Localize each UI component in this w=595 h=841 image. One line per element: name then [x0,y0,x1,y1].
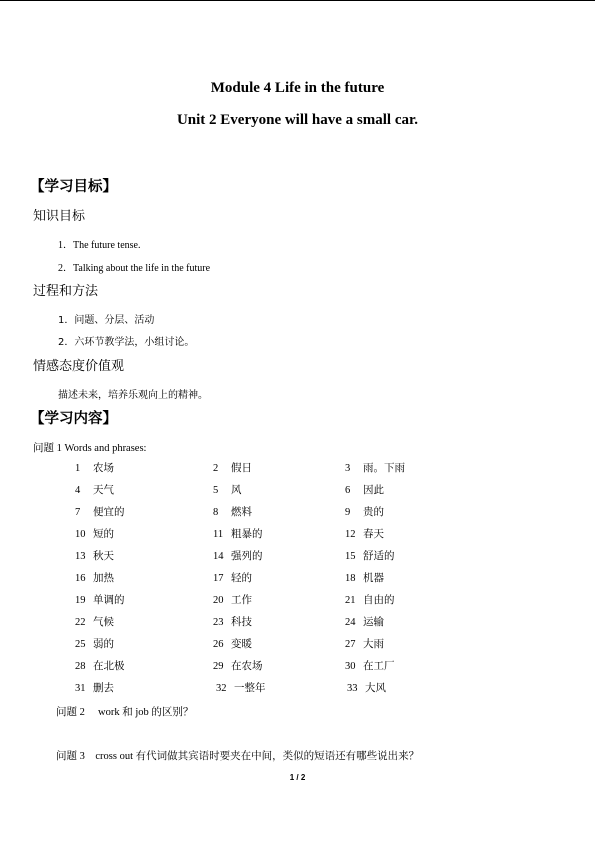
vocab-row [0,460,595,478]
knowledge-heading: 知识目标 [33,209,86,224]
vocab-row [0,636,595,654]
vocab-item: 6 因此 [345,484,384,496]
vocab-row [0,592,595,610]
page-title: Module 4 Life in the future [210,80,385,96]
vocab-item: 28 在北极 [75,660,125,672]
question-3: 问题 3 cross out 有代词做其宾语时要夹在中间，类似的短语还有哪些说出来？ [56,751,420,762]
knowledge-item: 1．The future tense. [58,240,141,251]
vocab-item: 16 加热 [75,572,114,584]
vocab-item: 1 农场 [75,462,114,474]
vocab-item: 13 秋天 [75,550,114,562]
vocab-row [0,680,595,698]
vocab-item: 7 便宜的 [75,506,125,518]
top-rule [0,0,595,1]
vocab-row [0,482,595,500]
question-1: 问题 1 Words and phrases: [33,443,147,454]
page-subtitle: Unit 2 Everyone will have a small car. [176,112,419,128]
vocab-item: 23 科技 [213,616,252,628]
vocab-item: 4 天气 [75,484,114,496]
question-2: 问题 2 work 和 job 的区别？ [56,707,194,718]
vocab-item: 26 变暖 [213,638,252,650]
vocab-list [0,460,595,700]
vocab-item: 31 删去 [75,682,114,694]
process-item: 1．问题、分层、活动 [58,315,155,326]
knowledge-item: 2．Talking about the life in the future [58,263,211,274]
vocab-item: 32 一整年 [216,682,266,694]
vocab-row [0,570,595,588]
vocab-item: 3 雨。下雨 [345,462,405,474]
section-heading-objectives: 【学习目标】 [30,179,117,195]
vocab-row [0,526,595,544]
vocab-item: 21 自由的 [345,594,395,606]
vocab-item: 9 贵的 [345,506,384,518]
vocab-item: 20 工作 [213,594,252,606]
vocab-item: 22 气候 [75,616,114,628]
section-heading-content: 【学习内容】 [30,411,117,427]
vocab-item: 17 轻的 [213,572,252,584]
vocab-item: 12 春天 [345,528,384,540]
attitude-text: 描述未来，培养乐观向上的精神。 [58,390,208,401]
vocab-item: 29 在农场 [213,660,263,672]
vocab-item: 27 大雨 [345,638,384,650]
vocab-item: 11 粗暴的 [213,528,263,540]
vocab-item: 2 假日 [213,462,252,474]
vocab-row [0,548,595,566]
vocab-item: 24 运输 [345,616,384,628]
vocab-item: 10 短的 [75,528,114,540]
page-number: 1 / 2 [289,773,306,782]
vocab-item: 18 机器 [345,572,384,584]
vocab-item: 8 燃料 [213,506,252,518]
vocab-item: 5 风 [213,484,242,496]
vocab-item: 25 弱的 [75,638,114,650]
vocab-item: 15 舒适的 [345,550,395,562]
vocab-item: 33 大风 [347,682,386,694]
vocab-item: 19 单调的 [75,594,125,606]
vocab-item: 30 在工厂 [345,660,395,672]
vocab-row [0,504,595,522]
vocab-row [0,614,595,632]
vocab-item: 14 强列的 [213,550,263,562]
process-item: 2．六环节教学法，小组讨论。 [58,337,195,348]
attitude-heading: 情感态度价值观 [33,359,125,374]
vocab-row [0,658,595,676]
process-heading: 过程和方法 [33,284,99,299]
